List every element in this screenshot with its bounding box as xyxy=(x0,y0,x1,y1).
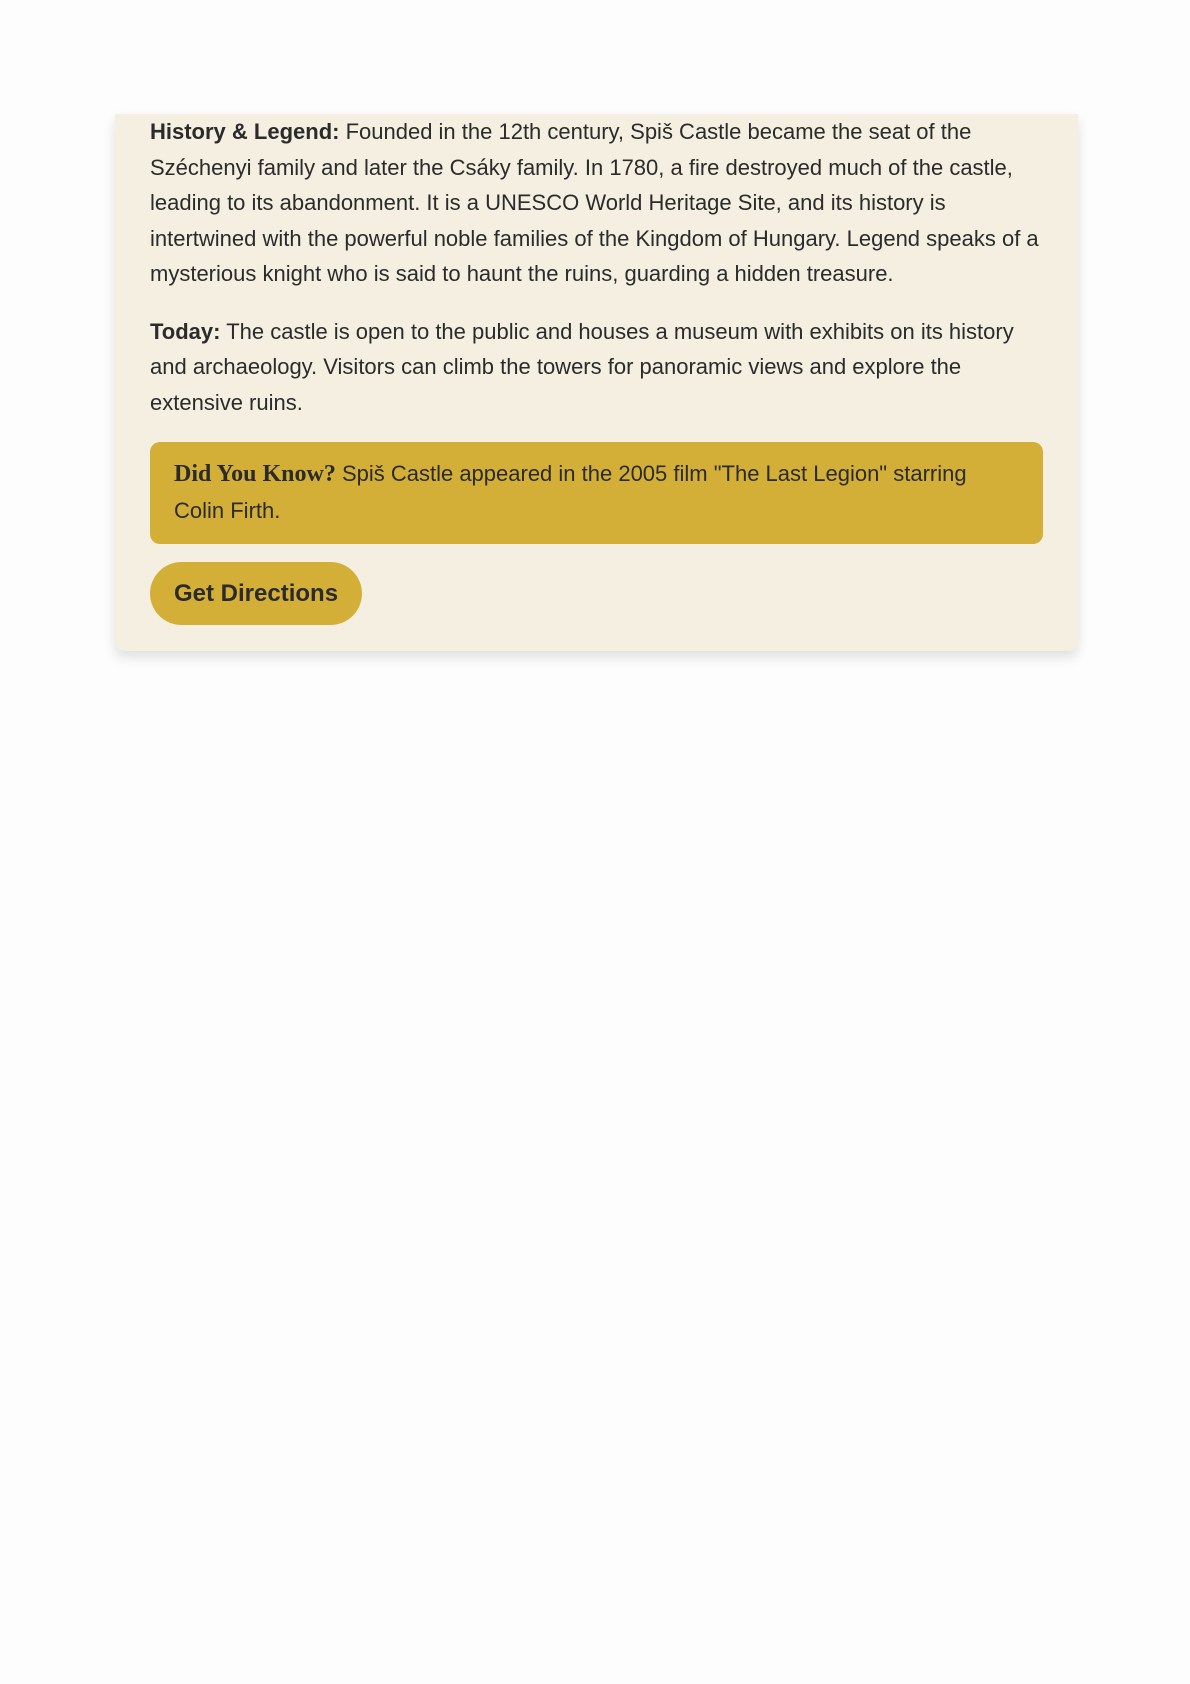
get-directions-button[interactable]: Get Directions xyxy=(150,562,362,625)
history-paragraph xyxy=(150,114,1043,292)
did-you-know-label: Did You Know? xyxy=(174,461,336,487)
castle-info-card xyxy=(115,114,1078,651)
history-label: History & Legend: xyxy=(150,119,340,144)
history-text: Founded in the 12th century, Spiš Castle became the seat of the Széchenyi family and later the Csáky family. In 1780, a fire destroyed much of the castle, leading to its abandonment. It is a UNESCO World Heritage Site, and its history is intertwined with the powerful noble families of the Kingdom of Hungary. Legend speaks of a mysterious knight who is said to haunt the ruins, guarding a hidden treasure. xyxy=(150,119,1039,286)
today-label: Today: xyxy=(150,318,221,344)
did-you-know-text: Spiš Castle appeared in the 2005 film "The Last Legion" starring Colin Firth. xyxy=(174,461,967,523)
today-paragraph xyxy=(150,314,1043,421)
did-you-know-box xyxy=(150,442,1043,544)
today-text: The castle is open to the public and houses a museum with exhibits on its history and archaeology. Visitors can climb the towers for panoramic views and explore the extensive ruins. xyxy=(150,318,1014,415)
